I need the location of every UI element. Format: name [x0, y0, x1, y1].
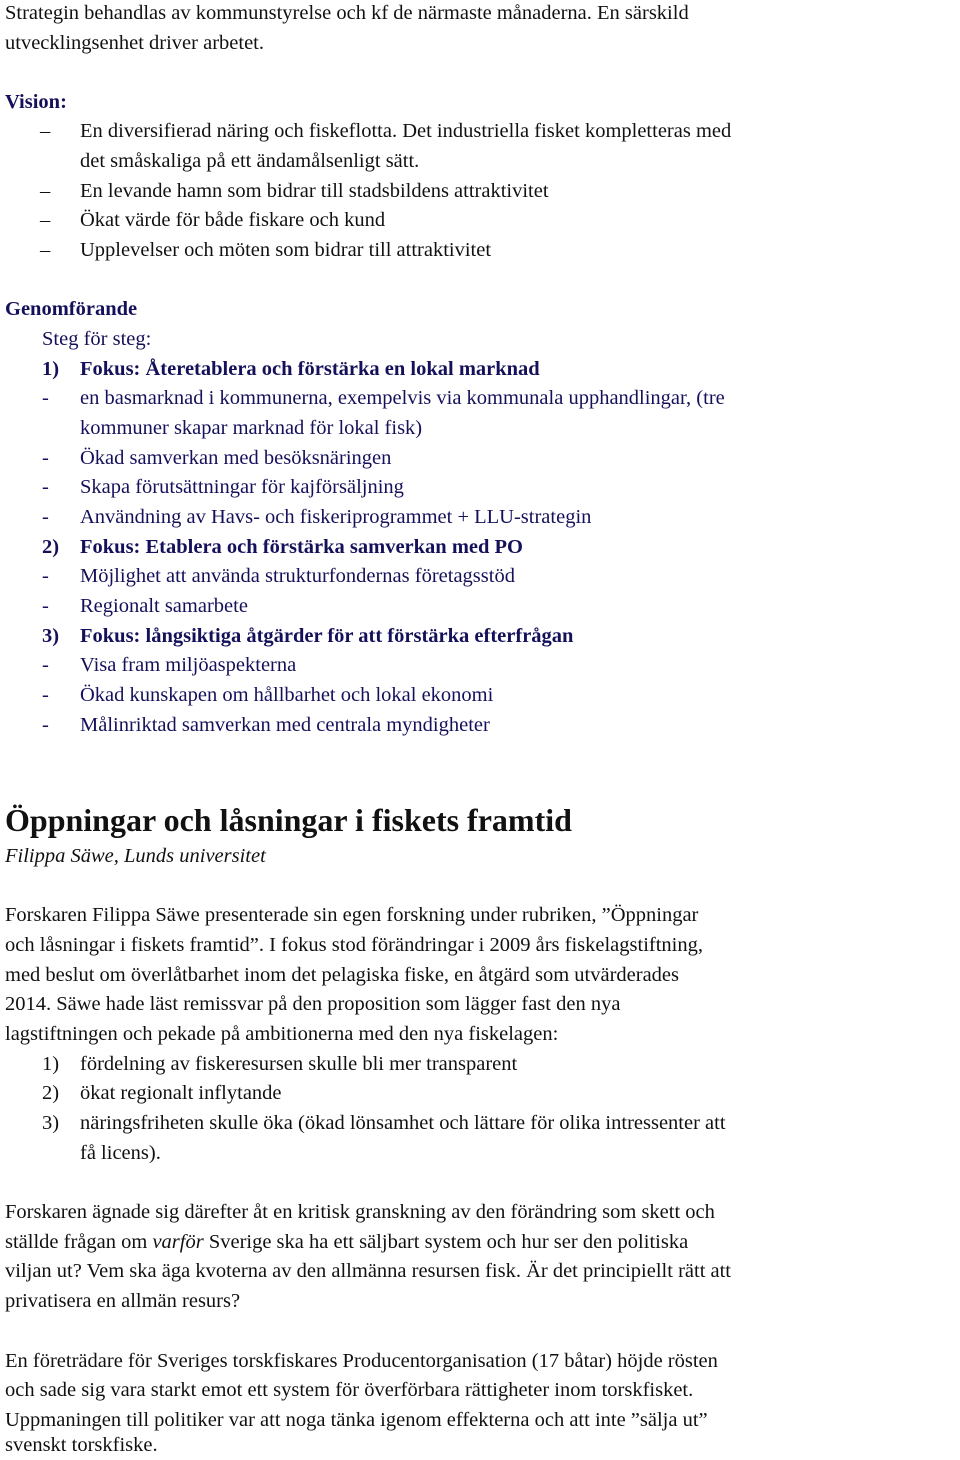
list-marker: 2): [42, 1082, 60, 1104]
paragraph-line: lagstiftningen och pekade på ambitionerna med den nya fiskelagen:: [5, 1023, 559, 1045]
vision-item: En levande hamn som bidrar till stadsbildens attraktivitet: [80, 180, 549, 202]
paragraph-line: En företrädare för Sveriges torskfiskares Producentorganisation (17 båtar) höjde rösten: [5, 1350, 718, 1372]
paragraph-line: och sade sig vara starkt emot ett system för överförbara rättigheter inom torskfisket.: [5, 1379, 694, 1401]
vision-item-continued: det småskaliga på ett ändamålsenligt sätt.: [80, 150, 420, 172]
list-dash: -: [42, 654, 49, 676]
step-marker: 2): [42, 536, 60, 558]
paragraph-line: Uppmaningen till politiker var att noga tänka igenom effekterna och att inte ”sälja ut”: [5, 1409, 708, 1431]
step-item: Ökad samverkan med besöksnäringen: [80, 447, 392, 469]
list-dash: -: [42, 595, 49, 617]
paragraph-line: 2014. Säwe hade läst remissvar på den proposition som lägger fast den nya: [5, 993, 621, 1015]
list-dash: –: [40, 120, 51, 142]
step-marker: 1): [42, 358, 60, 380]
list-dash: -: [42, 476, 49, 498]
step-item: Ökad kunskapen om hållbarhet och lokal ekonomi: [80, 684, 494, 706]
vision-item: En diversifierad näring och fiskeflotta. Det industriella fisket kompletteras med: [80, 120, 732, 142]
list-item: ökat regionalt inflytande: [80, 1082, 282, 1104]
paragraph-text: Sverige ska ha ett säljbart system och hur ser den politiska: [203, 1231, 689, 1253]
step-title: Fokus: Etablera och förstärka samverkan med PO: [80, 536, 524, 558]
list-marker: 1): [42, 1053, 60, 1075]
list-dash: -: [42, 506, 49, 528]
intro-line: utvecklingsenhet driver arbetet.: [5, 32, 264, 54]
list-dash: –: [40, 239, 51, 261]
step-marker: 3): [42, 625, 60, 647]
intro-line: Strategin behandlas av kommunstyrelse och kf de närmaste månaderna. En särskild: [5, 2, 689, 24]
list-dash: –: [40, 180, 51, 202]
paragraph-line: Forskaren Filippa Säwe presenterade sin egen forskning under rubriken, ”Öppningar: [5, 904, 699, 926]
list-dash: –: [40, 209, 51, 231]
list-dash: -: [42, 684, 49, 706]
list-marker: 3): [42, 1112, 60, 1134]
step-item: Skapa förutsättningar för kajförsäljning: [80, 476, 404, 498]
paragraph-line: och låsningar i fiskets framtid”. I fokus stod förändringar i 2009 års fiskelagstiftning,: [5, 934, 703, 956]
list-item: näringsfriheten skulle öka (ökad lönsamhet och lättare för olika intressenter att: [80, 1112, 726, 1134]
vision-item: Ökat värde för både fiskare och kund: [80, 209, 386, 231]
list-dash: -: [42, 387, 49, 409]
implementation-heading: Genomförande: [5, 298, 138, 320]
step-title: Fokus: Återetablera och förstärka en lokal marknad: [80, 358, 540, 380]
step-item: Regionalt samarbete: [80, 595, 248, 617]
step-item: Möjlighet att använda strukturfondernas företagsstöd: [80, 565, 515, 587]
emphasis-text: varför: [152, 1231, 204, 1253]
list-dash: -: [42, 565, 49, 587]
paragraph-line: svenskt torskfiske.: [5, 1434, 158, 1456]
paragraph-line: privatisera en allmän resurs?: [5, 1290, 241, 1312]
list-item: fördelning av fiskeresursen skulle bli mer transparent: [80, 1053, 518, 1075]
step-title: Fokus: långsiktiga åtgärder för att förstärka efterfrågan: [80, 625, 574, 647]
step-item-continued: kommuner skapar marknad för lokal fisk): [80, 417, 423, 439]
paragraph-line: viljan ut? Vem ska äga kvoterna av den allmänna resursen fisk. Är det principiellt rätt att: [5, 1260, 731, 1282]
paragraph-line: Forskaren ägnade sig därefter åt en kritisk granskning av den förändring som skett och: [5, 1201, 715, 1223]
list-dash: -: [42, 447, 49, 469]
step-item: Visa fram miljöaspekterna: [80, 654, 297, 676]
step-item: Användning av Havs- och fiskeriprogrammet + LLU-strategin: [80, 506, 592, 528]
step-item: en basmarknad i kommunerna, exempelvis via kommunala upphandlingar, (tre: [80, 387, 725, 409]
implementation-subheading: Steg för steg:: [42, 328, 152, 350]
list-dash: -: [42, 714, 49, 736]
paragraph-line: [5, 1227, 688, 1257]
vision-item: Upplevelser och möten som bidrar till attraktivitet: [80, 239, 492, 261]
step-item: Målinriktad samverkan med centrala myndigheter: [80, 714, 490, 736]
list-item-continued: få licens).: [80, 1142, 161, 1164]
article-byline: Filippa Säwe, Lunds universitet: [5, 845, 266, 867]
paragraph-line: med beslut om överlåtbarhet inom det pelagiska fiske, en åtgärd som utvärderades: [5, 964, 680, 986]
paragraph-text: ställde frågan om: [5, 1231, 153, 1253]
article-title: Öppningar och låsningar i fiskets framtid: [5, 802, 572, 838]
vision-heading: Vision:: [5, 91, 67, 113]
